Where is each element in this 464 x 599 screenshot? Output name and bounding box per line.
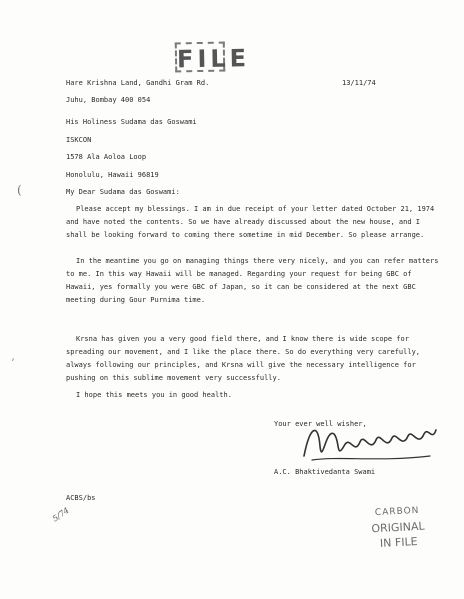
carbon-stamp-line3: IN FILE	[379, 535, 418, 550]
margin-squiggle-mark: ʼ	[11, 358, 15, 369]
carbon-stamp-line1: CARBON	[374, 505, 420, 519]
sender-address-line2: Juhu, Bombay 400 054	[66, 96, 151, 104]
paragraph-4: I hope this meets you in good health.	[76, 391, 232, 399]
handwritten-note: 5/74	[50, 505, 71, 524]
paragraph-1: Please accept my blessings. I am in due receipt of your letter dated October 21, 1974 and have noted the contents. So we have already discussed about the new house, and I shall be looking forward to coming there sometime in mid December. So please arrange.	[66, 205, 435, 239]
paragraph-2: In the meantime you go on managing things there very nicely, and you can refer matters to me. In this way Hawaii will be managed. Regarding your request for being GBC of Hawaii, yes formally you were GBC of Japan, so it can be considered at the next GBC meeting during Gour Purnima time.	[66, 257, 439, 304]
paragraph-3: Krsna has given you a very good field there, and I know there is wide scope for spreading our movement, and I like the place there. So do everything very carefully, always following our principles, and Krsna will give the necessary intelligence for pushing on this sublime movement very successfully.	[66, 335, 421, 382]
carbon-stamp-line2: ORIGINAL	[371, 519, 425, 536]
letter-date: 13/11/74	[342, 79, 376, 87]
carbon-original-stamp	[347, 502, 449, 552]
closing: Your ever well wisher,	[274, 420, 367, 428]
recipient-city: Honolulu, Hawaii 96819	[66, 171, 159, 179]
sender-address-line1: Hare Krishna Land, Gandhi Gram Rd.	[66, 79, 210, 87]
file-stamp: FILE	[175, 42, 226, 73]
salutation: My Dear Sudama das Goswami:	[66, 188, 180, 196]
margin-bracket-mark: (	[17, 183, 22, 197]
reference-initials: ACBS/bs	[66, 494, 96, 502]
signatory-name: A.C. Bhaktivedanta Swami	[274, 468, 376, 476]
recipient-street: 1578 Ala Aoloa Loop	[66, 153, 147, 161]
recipient-org: ISKCON	[66, 136, 92, 144]
signature-mark	[300, 416, 440, 472]
recipient-name: His Holiness Sudama das Goswami	[66, 118, 197, 126]
